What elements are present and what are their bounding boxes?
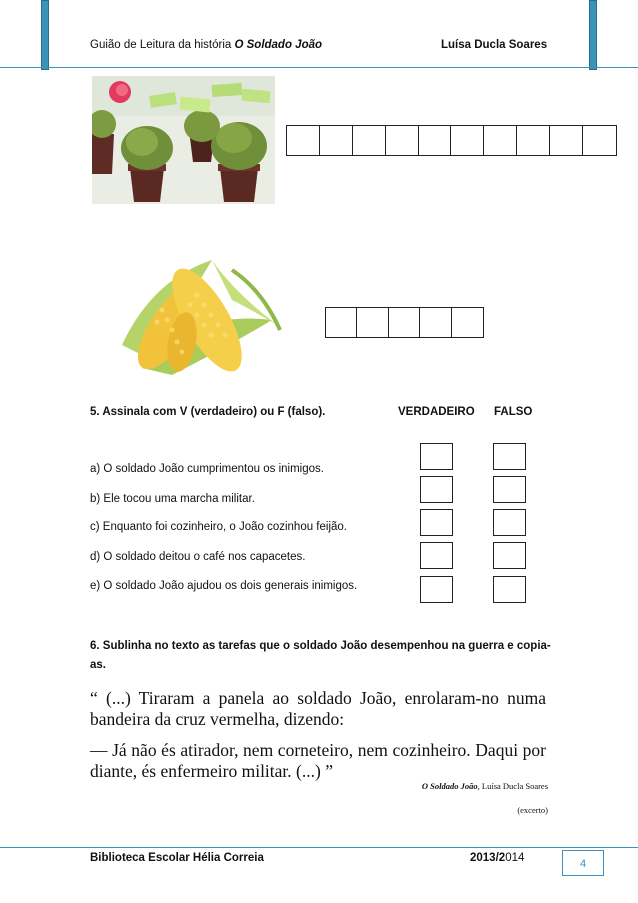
statement-d: d) O soldado deitou o café nos capacetes. (90, 551, 306, 563)
quote-source-note: (excerto) (517, 805, 548, 815)
letter-cell[interactable] (389, 308, 420, 337)
answer-box-true-d[interactable] (420, 542, 453, 569)
answer-box-false-c[interactable] (493, 509, 526, 536)
header-title: Guião de Leitura da história O Soldado João (90, 39, 323, 51)
footer-library: Biblioteca Escolar Hélia Correia (90, 852, 264, 864)
source-book-title: O Soldado João (421, 781, 478, 791)
answer-box-false-b[interactable] (493, 476, 526, 503)
answer-box-true-c[interactable] (420, 509, 453, 536)
letter-cell[interactable] (420, 308, 451, 337)
letter-cell[interactable] (353, 126, 386, 155)
letter-cell[interactable] (386, 126, 419, 155)
quote-paragraph-2: — Já não és atirador, nem corneteiro, nem cozinheiro. Daqui por diante, és enfermeiro militar. (...) ” (90, 740, 546, 781)
quote-source: O Soldado João, Luísa Ducla Soares (421, 781, 548, 791)
quote-paragraph-1: “ (...) Tiraram a panela ao soldado João, enrolaram-no numa bandeira da cruz vermelha, dizendo: (90, 688, 546, 729)
plants-image (92, 76, 275, 204)
column-true-header: VERDADEIRO (398, 406, 475, 418)
column-false-header: FALSO (494, 406, 533, 418)
statement-a: a) O soldado João cumprimentou os inimigos. (90, 463, 324, 475)
answer-box-true-e[interactable] (420, 576, 453, 603)
letter-cell[interactable] (452, 308, 483, 337)
page-number: 4 (562, 850, 604, 876)
letter-cell[interactable] (287, 126, 320, 155)
letter-cell[interactable] (484, 126, 517, 155)
word-grid-plants (286, 125, 617, 156)
answer-box-false-a[interactable] (493, 443, 526, 470)
answer-box-true-b[interactable] (420, 476, 453, 503)
letter-cell[interactable] (357, 308, 388, 337)
word-grid-corn (325, 307, 484, 338)
exercise6-title-line2: as. (90, 659, 106, 671)
header-rule (0, 67, 638, 68)
letter-cell[interactable] (320, 126, 353, 155)
header-author: Luísa Ducla Soares (441, 39, 548, 51)
letter-cell[interactable] (550, 126, 583, 155)
letter-cell[interactable] (517, 126, 550, 155)
exercise6-title-line1: 6. Sublinha no texto as tarefas que o soldado João desempenhou na guerra e copia- (90, 640, 551, 652)
letter-cell[interactable] (451, 126, 484, 155)
exercise5-title: 5. Assinala com V (verdadeiro) ou F (falso). (90, 406, 326, 418)
answer-box-false-d[interactable] (493, 542, 526, 569)
footer-rule (0, 847, 638, 848)
header-book-title: O Soldado João (234, 39, 323, 51)
header-left-bar (41, 0, 49, 70)
statement-b: b) Ele tocou uma marcha militar. (90, 493, 255, 505)
footer-year: 2013/2014 (470, 852, 525, 864)
statement-e: e) O soldado João ajudou os dois generais inimigos. (90, 580, 358, 592)
letter-cell[interactable] (326, 308, 357, 337)
answer-box-false-e[interactable] (493, 576, 526, 603)
letter-cell[interactable] (419, 126, 452, 155)
statement-c: c) Enquanto foi cozinheiro, o João cozinhou feijão. (90, 521, 347, 533)
header-right-bar (589, 0, 597, 70)
letter-cell[interactable] (583, 126, 616, 155)
corn-image (112, 250, 282, 385)
answer-box-true-a[interactable] (420, 443, 453, 470)
